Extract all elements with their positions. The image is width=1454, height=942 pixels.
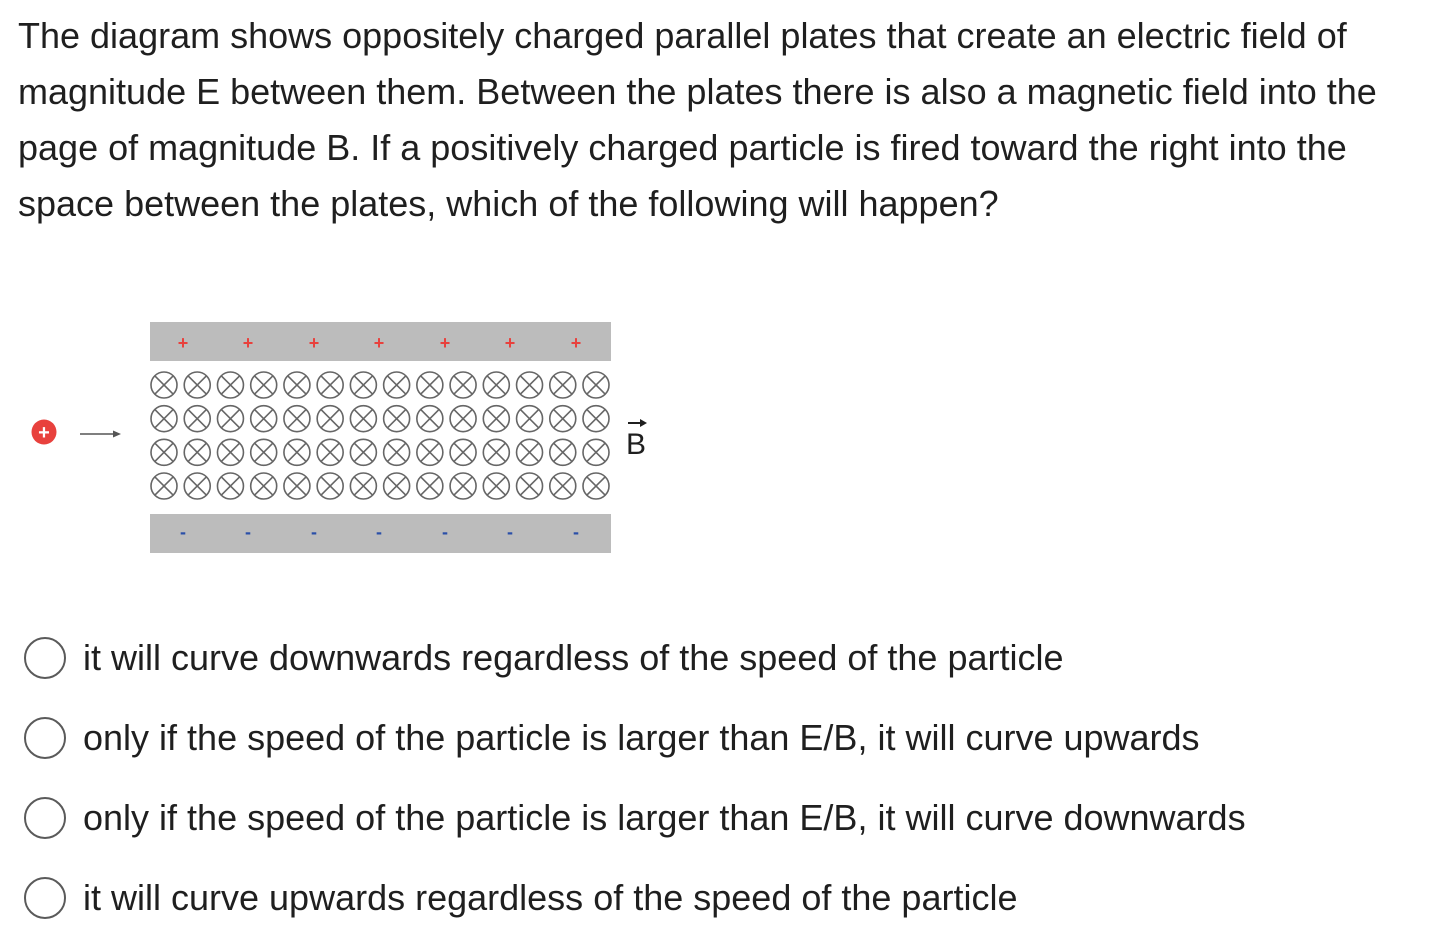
- field-into-page-icon: [384, 473, 410, 499]
- parallel-plates-diagram: [20, 310, 720, 570]
- positive-sign-7: +: [570, 333, 582, 353]
- field-into-page-icon: [550, 439, 576, 465]
- field-into-page-icon: [317, 372, 343, 398]
- field-into-page-icon: [550, 406, 576, 432]
- field-into-page-icon: [350, 406, 376, 432]
- field-into-page-icon: [151, 439, 177, 465]
- field-into-page-icon: [317, 406, 343, 432]
- answer-option-2[interactable]: [24, 698, 1444, 778]
- field-into-page-icon: [417, 473, 443, 499]
- field-label-text: B: [625, 428, 647, 461]
- field-into-page-icon: [284, 372, 310, 398]
- negative-sign-2: -: [245, 522, 251, 542]
- negative-sign-4: -: [376, 522, 382, 542]
- field-into-page-icon: [184, 406, 210, 432]
- positive-charge-icon: [32, 420, 57, 445]
- field-into-page-icon: [184, 473, 210, 499]
- answer-option-4[interactable]: [24, 858, 1444, 938]
- positive-sign-4: +: [373, 333, 385, 353]
- field-into-page-icon: [483, 439, 509, 465]
- radio-button-1[interactable]: [24, 637, 66, 679]
- velocity-arrow-icon: [80, 431, 121, 438]
- field-into-page-icon: [217, 473, 243, 499]
- field-into-page-icon: [384, 439, 410, 465]
- field-into-page-icon: [184, 372, 210, 398]
- field-into-page-icon: [350, 372, 376, 398]
- positive-sign-5: +: [439, 333, 451, 353]
- field-into-page-icon: [217, 372, 243, 398]
- radio-button-3[interactable]: [24, 797, 66, 839]
- field-into-page-icon: [583, 439, 609, 465]
- field-into-page-icon: [251, 406, 277, 432]
- field-into-page-icon: [417, 406, 443, 432]
- field-into-page-icon: [151, 372, 177, 398]
- field-into-page-icon: [450, 473, 476, 499]
- field-into-page-icon: [417, 372, 443, 398]
- field-into-page-icon: [583, 406, 609, 432]
- question-text: The diagram shows oppositely charged parallel plates that create an electric field of magnitude E between them. Between the plates there is also a magnetic field into the page of magnitude B. If a positively charged particle is fired toward the right into the space between the plates, which of the following will happen?: [18, 15, 1377, 224]
- negative-sign-1: -: [180, 522, 186, 542]
- field-into-page-icon: [517, 372, 543, 398]
- field-into-page-icon: [284, 473, 310, 499]
- field-into-page-icon: [583, 372, 609, 398]
- answer-label-3: only if the speed of the particle is larger than E/B, it will curve downwards: [83, 797, 1246, 838]
- diagram-figure: [20, 310, 720, 570]
- field-into-page-icon: [251, 372, 277, 398]
- field-into-page-icon: [350, 473, 376, 499]
- field-into-page-icon: [151, 406, 177, 432]
- field-into-page-icon: [251, 439, 277, 465]
- negative-sign-7: -: [573, 522, 579, 542]
- field-into-page-icon: [217, 439, 243, 465]
- field-into-page-icon: [450, 439, 476, 465]
- field-into-page-icon: [550, 473, 576, 499]
- field-label: [626, 419, 647, 461]
- field-into-page-icon: [317, 473, 343, 499]
- field-into-page-icon: [151, 473, 177, 499]
- answer-options: [24, 618, 1444, 938]
- radio-button-2[interactable]: [24, 717, 66, 759]
- field-into-page-icon: [251, 473, 277, 499]
- answer-option-1[interactable]: [24, 618, 1444, 698]
- vector-arrow-icon: [628, 419, 647, 427]
- field-into-page-icon: [517, 473, 543, 499]
- particle-sign: +: [38, 422, 50, 444]
- field-into-page-icon: [217, 406, 243, 432]
- field-into-page-icon: [350, 439, 376, 465]
- field-into-page-icon: [417, 439, 443, 465]
- field-into-page-icon: [483, 406, 509, 432]
- field-into-page-icon: [450, 372, 476, 398]
- answer-option-3[interactable]: [24, 778, 1444, 858]
- field-into-page-icon: [550, 372, 576, 398]
- field-into-page-icon: [450, 406, 476, 432]
- field-into-page-icon: [517, 406, 543, 432]
- positive-sign-6: +: [504, 333, 516, 353]
- field-into-page-icon: [517, 439, 543, 465]
- field-into-page-icon: [384, 372, 410, 398]
- positive-sign-2: +: [242, 333, 254, 353]
- field-into-page-icon: [184, 439, 210, 465]
- field-into-page-icon: [583, 473, 609, 499]
- negative-sign-3: -: [311, 522, 317, 542]
- negative-sign-5: -: [442, 522, 448, 542]
- field-into-page-icon: [317, 439, 343, 465]
- answer-label-4: it will curve upwards regardless of the speed of the particle: [83, 877, 1018, 918]
- magnetic-field-grid: [151, 372, 609, 499]
- field-into-page-icon: [284, 439, 310, 465]
- radio-button-4[interactable]: [24, 877, 66, 919]
- positive-sign-3: +: [308, 333, 320, 353]
- field-into-page-icon: [483, 473, 509, 499]
- negative-sign-6: -: [507, 522, 513, 542]
- answer-label-1: it will curve downwards regardless of the speed of the particle: [83, 637, 1064, 678]
- answer-label-2: only if the speed of the particle is larger than E/B, it will curve upwards: [83, 717, 1200, 758]
- field-into-page-icon: [384, 406, 410, 432]
- field-into-page-icon: [483, 372, 509, 398]
- positive-sign-1: +: [177, 333, 189, 353]
- field-into-page-icon: [284, 406, 310, 432]
